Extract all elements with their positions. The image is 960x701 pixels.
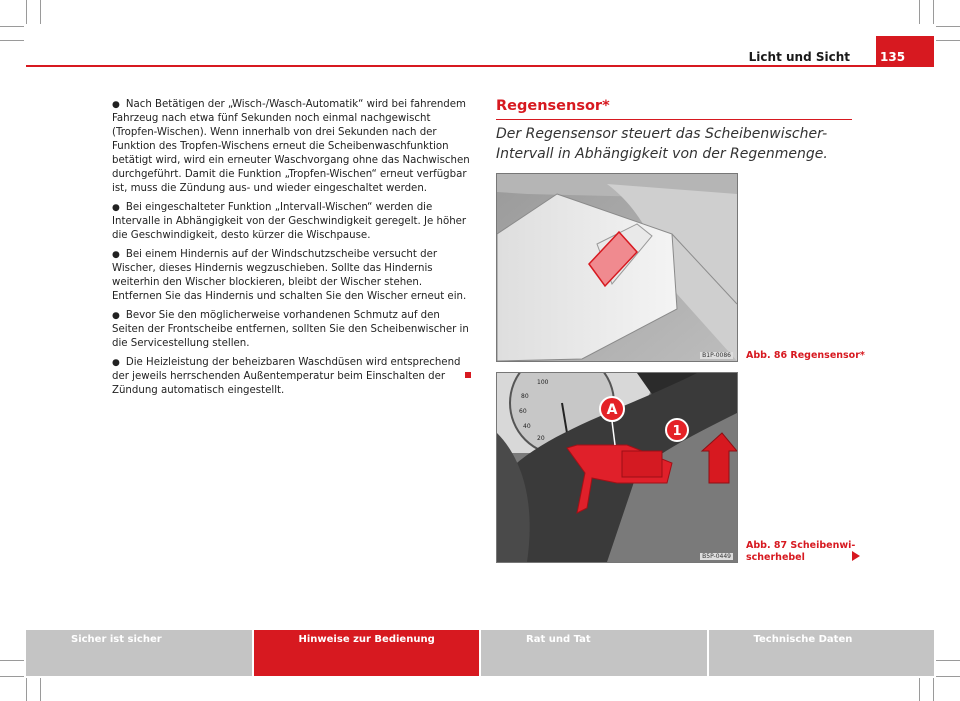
bullet-item [112, 356, 470, 398]
section-rule [496, 119, 852, 120]
figure-caption-line: scherhebel [746, 552, 805, 563]
crop-mark [0, 676, 24, 677]
bullet-dot-icon: ● [112, 250, 120, 260]
crop-mark [0, 660, 24, 661]
bullet-item [112, 309, 470, 351]
crop-mark [40, 678, 41, 701]
chapter-tabs [26, 630, 934, 676]
page-title: Licht und Sicht [748, 50, 850, 64]
crop-mark [26, 0, 27, 24]
figure-wiper-lever [496, 372, 738, 563]
tab-hinweise-zur-bedienung[interactable]: Hinweise zur Bedienung [252, 630, 480, 676]
crop-mark [919, 0, 920, 24]
gauge-tick-label: 100 [537, 379, 549, 386]
crop-mark [919, 678, 920, 701]
bullet-text: Bei einem Hindernis auf der Windschutzscheibe versucht der Wischer, dieses Hindernis wegzuschieben. Sollte das Hindernis weiterhin den Wischer blockieren, bleibt der Wischer stehen. Entfernen Sie das Hindernis und schalten Sie den Wischer erneut ein. [112, 249, 467, 302]
crop-mark [0, 26, 24, 27]
callout-a-label: A [606, 402, 618, 418]
bullet-dot-icon: ● [112, 100, 120, 110]
crop-mark [0, 40, 24, 41]
crop-mark [26, 678, 27, 701]
callout-1-label: 1 [672, 424, 682, 439]
tab-rat-und-tat[interactable]: Rat und Tat [479, 630, 707, 676]
bullet-text: Bei eingeschalteter Funktion „Intervall-Wischen“ werden die Intervalle in Abhängigkeit von der Geschwindigkeit geregelt. Je höher die Geschwindigkeit, desto kürzer die Wischpause. [112, 202, 467, 241]
section-end-marker [465, 372, 471, 378]
gauge-tick-label: 80 [521, 393, 529, 400]
figure-code: B5P-0449 [702, 553, 731, 560]
gauge-tick-label: 20 [537, 435, 545, 442]
header-rule [26, 65, 934, 67]
page-number: 135 [880, 50, 906, 64]
crop-mark [933, 678, 934, 701]
bullet-item [112, 201, 470, 243]
gauge-tick-label: 60 [519, 408, 527, 415]
continue-arrow-icon [852, 551, 860, 561]
bullet-dot-icon: ● [112, 203, 120, 213]
figure-rain-sensor [496, 173, 738, 362]
figure-caption [746, 540, 855, 564]
wiper-lever-illustration [497, 373, 737, 562]
bullet-list [112, 98, 470, 403]
bullet-text: Die Heizleistung der beheizbaren Waschdüsen wird entsprechend der jeweils herrschenden Außentemperatur beim Einschalten der Zündung automatisch eingestellt. [112, 357, 461, 396]
bullet-item [112, 98, 470, 196]
figure-caption-line: Abb. 87 Scheibenwi- [746, 540, 856, 551]
crop-mark [936, 40, 960, 41]
bullet-item [112, 248, 470, 304]
section-title: Regensensor* [496, 98, 610, 114]
bullet-dot-icon: ● [112, 358, 120, 368]
crop-mark [936, 660, 960, 661]
figure-caption: Abb. 86 Regensensor* [746, 350, 865, 361]
crop-mark [936, 26, 960, 27]
tab-technische-daten[interactable]: Technische Daten [707, 630, 935, 676]
section-intro: Der Regensensor steuert das Scheibenwischer-Intervall in Abhängigkeit von der Regenmenge. [496, 126, 828, 162]
tab-sicher-ist-sicher[interactable]: Sicher ist sicher [26, 630, 252, 676]
rain-sensor-illustration [497, 174, 737, 361]
gauge-tick-label: 40 [523, 423, 531, 430]
figure-code: B1P-0086 [702, 352, 731, 359]
crop-mark [40, 0, 41, 24]
crop-mark [933, 0, 934, 24]
bullet-text: Bevor Sie den möglicherweise vorhandenen Schmutz auf den Seiten der Frontscheibe entfernen, sollten Sie den Scheibenwischer in die Servicestellung stellen. [112, 310, 469, 349]
bullet-text: Nach Betätigen der „Wisch-/Wasch-Automatik“ wird bei fahrendem Fahrzeug nach etwa fünf Sekunden noch einmal nachgewischt (Tropfen-Wischen). Wenn innerhalb von drei Sekunden nach der Funktion des Tropfen-Wischens erneut die Scheibenwaschfunktion betätigt wird, wird ein erneuter Waschvorgang ohne das Nachwischen durchgeführt. Damit die Funktion „Tropfen-Wischen“ erneut verfügbar ist, muss die Zündung aus- und wieder eingeschaltet werden. [112, 99, 470, 194]
bullet-dot-icon: ● [112, 311, 120, 321]
crop-mark [936, 676, 960, 677]
